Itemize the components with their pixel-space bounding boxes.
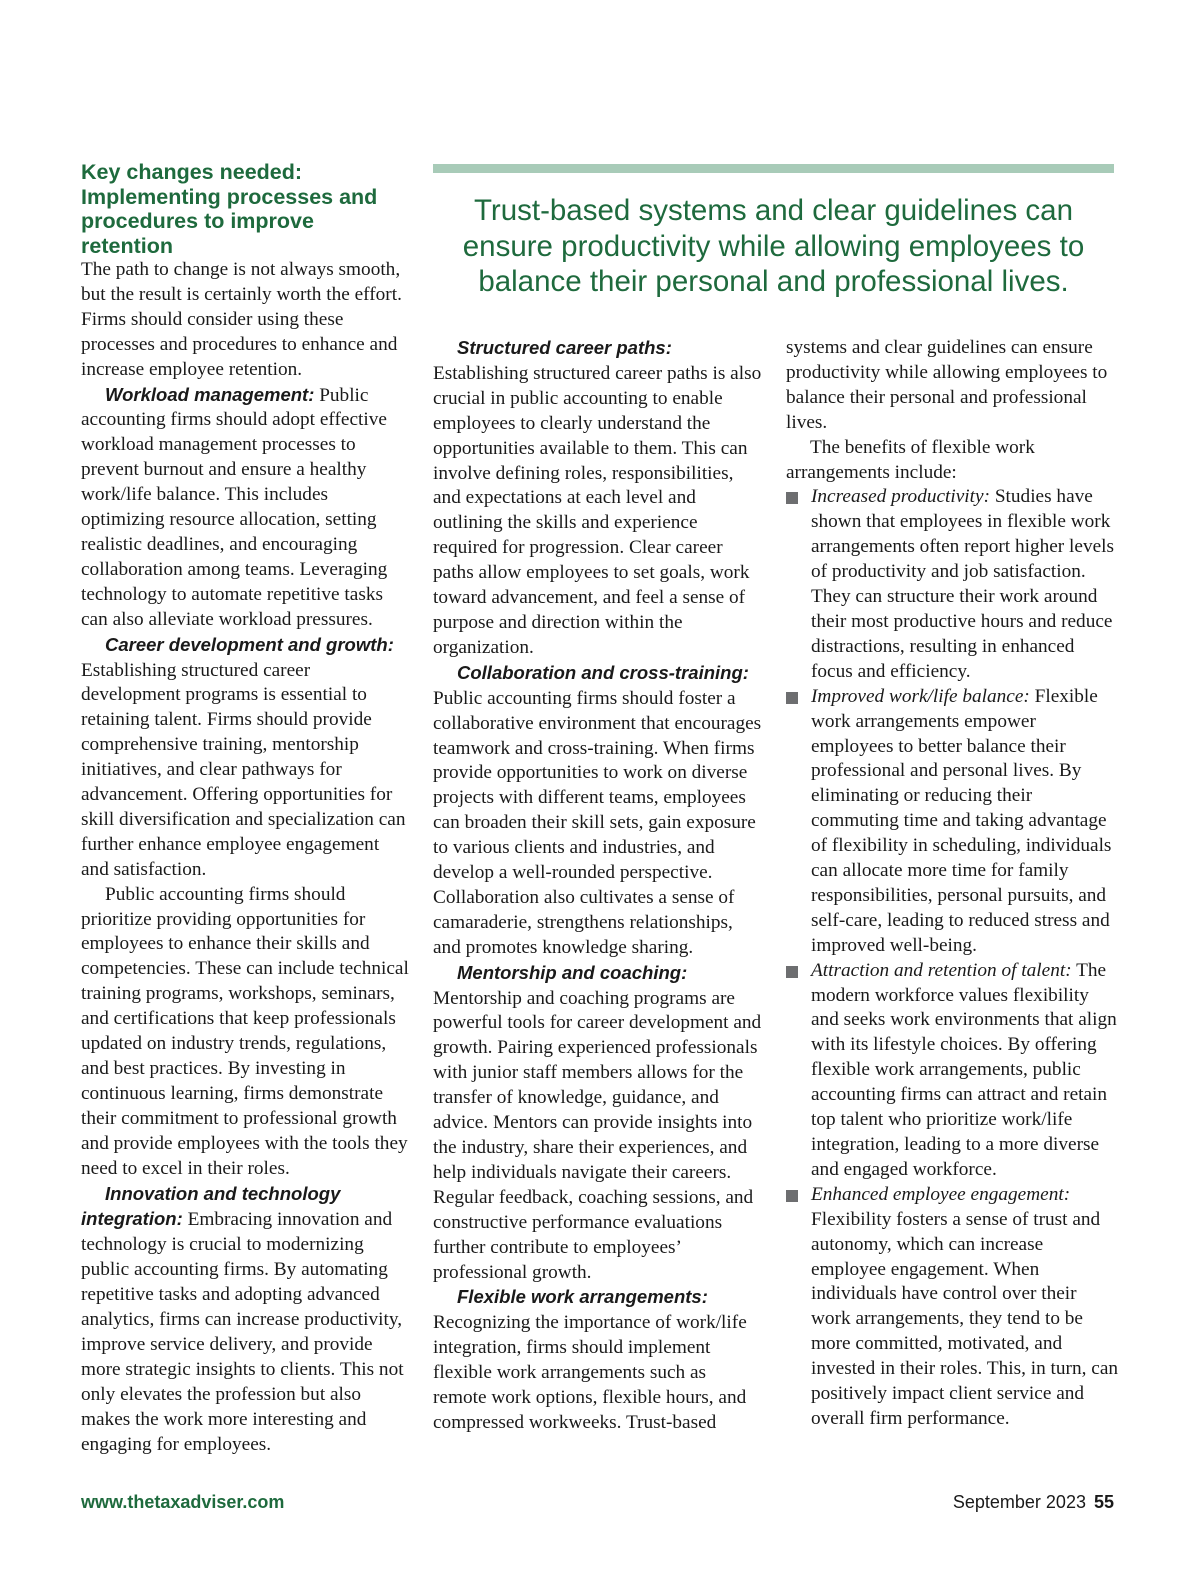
benefits-list [786, 485, 1118, 1431]
flex-paragraph: Recognizing the importance of work/life integration, firms should implement flexible work arrangements such as remote work options, flexible hours, and compressed workweeks. Trust-based [433, 1312, 747, 1433]
flex-run-in-head-line [433, 1285, 763, 1311]
structured-run-in-head: Structured career paths: [457, 337, 672, 358]
issue-date: September 2023 [952, 1492, 1086, 1512]
continuation-paragraph: systems and clear guidelines can ensure productivity while allowing employees to balance their personal and professional lives. [786, 337, 1108, 433]
structured-text: Establishing structured career paths is also crucial in public accounting to enable employees to clearly understand the opportunities available to them. This can involve defining roles, responsibilities, and expectations at each level and outlining the skills and experience required for progression. Clear career paths allow employees to set goals, work toward advancement, and feel a sense of purpose and direction within the organization. [433, 362, 762, 658]
collab-paragraph: Public accounting firms should foster a collaborative environment that encourages teamwork and cross-training. When firms provide opportunities to work on diverse projects with different teams, employees can broaden their skill sets, gain exposure to various clients and industries, and develop a well-rounded perspective. Collaboration also cultivates a sense of camaraderie, strengthens relationships, and promotes knowledge sharing. [433, 687, 762, 958]
innovation-text: Embracing innovation and technology is crucial to modernizing public accounting firms. By automating repetitive tasks and adopting advanced analytics, firms can increase productivity, improve service delivery, and provide more strategic insights to clients. This not only elevates the profession but also makes the work more interesting and engaging for employees. [81, 1209, 404, 1455]
career-run-in-head: Career development and growth: [105, 633, 394, 655]
workload-run-in-head: Workload management: [105, 383, 315, 405]
collab-run-in-head-line [433, 661, 763, 687]
section-heading: Key changes needed: Implementing processes and procedures to improve retention [81, 160, 378, 258]
list-item [786, 1183, 1118, 1432]
bullet-text: Studies have shown that employees in flexible work arrangements often report higher levels of productivity and job satisfaction. They can structure their work around their most productive hours and reduce distractions, resulting in enhanced focus and efficiency. [811, 486, 1115, 682]
pull-quote-rule [433, 164, 1114, 173]
collab-run-in-head: Collaboration and cross-training: [457, 661, 749, 683]
workload-paragraph [81, 383, 411, 633]
bullet-text: Flexible work arrangements empower employees to better balance their professional and personal lives. By eliminating or reducing their commuting time and taking advantage of flexibility in scheduling, individuals can allocate more time for family responsibilities, personal pursuits, and self-care, leading to reduced stress and improved well-being. [811, 685, 1112, 956]
list-item [786, 685, 1118, 959]
bullet-term: Attraction and retention of talent: [811, 959, 1072, 981]
flex-run-in-head: Flexible work arrangements: [457, 1286, 708, 1308]
benefits-intro: The benefits of flexible work arrangements include: [786, 436, 1035, 483]
bullet-text: Flexibility fosters a sense of trust and autonomy, which can increase employee engagement. When individuals have control over their work arrangements, they tend to be more committed, motivated, and invested in their roles. This, in turn, can positively impact client service and overall firm performance. [811, 1208, 1119, 1429]
column-3 [786, 336, 1118, 1432]
mentor-paragraph: Mentorship and coaching programs are powerful tools for career development and growth. Pairing experienced professionals with junior staff members allows for the transfer of knowledge, guidance, and advice. Mentors can provide insights into the industry, share their experiences, and help individuals navigate their careers. Regular feedback, coaching sessions, and constructive performance evaluations further contribute to employees’ professional growth. [433, 987, 762, 1283]
list-item [786, 485, 1118, 684]
intro-paragraph: The path to change is not always smooth, but the result is certainly worth the effort. Firms should consider using these processes and procedures to enhance and increase employee retention. [81, 259, 402, 380]
bullet-term: Increased productivity: [811, 486, 991, 508]
bullet-text: The modern workforce values flexibility and seeks work environments that align with its lifestyle choices. By offering flexible work arrangements, public accounting firms can attract and retain top talent who prioritize work/life integration, leading to a more diverse and engaged workforce. [811, 959, 1117, 1180]
column-2 [433, 336, 763, 1436]
career-run-in-head-line [81, 633, 411, 659]
mentor-run-in-head: Mentorship and coaching: [457, 961, 688, 983]
prioritize-paragraph: Public accounting firms should prioritize providing opportunities for employees to enhance their skills and competencies. These can include technical training programs, workshops, seminars, and certifications that keep professionals updated on industry trends, regulations, and best practices. By investing in continuous learning, firms demonstrate their commitment to professional growth and provide employees with the tools they need to excel in their roles. [81, 883, 409, 1179]
list-item [786, 959, 1118, 1183]
innovation-paragraph [81, 1182, 411, 1458]
footer-website-link[interactable]: www.thetaxadviser.com [81, 1492, 285, 1512]
footer-issue-info [953, 1492, 1114, 1513]
workload-text: Public accounting firms should adopt effective workload management processes to prevent burnout and ensure a healthy work/life balance. This includes optimizing resource allocation, setting realistic deadlines, and encouraging collaboration among teams. Leveraging technology to automate repetitive tasks can also alleviate workload pressures. [81, 384, 388, 630]
innovation-run-in-head: Innovation and technology integration: [81, 1182, 341, 1230]
bullet-term: Enhanced employee engagement: [811, 1183, 1071, 1205]
mentor-run-in-head-line [433, 961, 763, 987]
career-paragraph: Establishing structured career development programs is essential to retaining talent. Firms should provide comprehensive training, mentorship initiatives, and clear pathways for advancement. Offering opportunities for skill diversification and specialization can further enhance employee engagement and satisfaction. [81, 659, 406, 880]
pull-quote: Trust-based systems and clear guidelines can ensure productivity while allowing employees to balance their personal and professional lives. [462, 194, 1085, 298]
column-1 [81, 0, 411, 1458]
bullet-term: Improved work/life balance: [811, 685, 1030, 707]
structured-paragraph [433, 336, 763, 661]
page-number: 55 [1093, 1492, 1114, 1512]
